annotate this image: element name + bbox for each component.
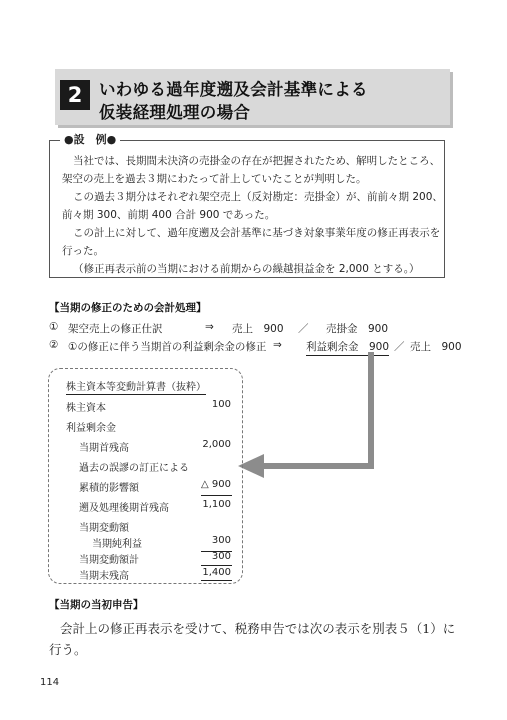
statement-row-amount: 100 bbox=[211, 399, 231, 410]
initial-filing-heading: 【当期の当初申告】 bbox=[49, 599, 144, 611]
statement-row-label: 累積的影響額 bbox=[79, 483, 139, 494]
item2-number: ② bbox=[49, 339, 59, 351]
item2-arrow-icon: ⇒ bbox=[273, 339, 282, 351]
example-line: 架空の売上を過去３期にわたって計上していたことが判明した。 bbox=[62, 173, 367, 185]
statement-row-label: 当期首残高 bbox=[79, 443, 129, 454]
statement-row-label: 遡及処理後期首残高 bbox=[79, 503, 169, 514]
example-line: 行った。 bbox=[62, 245, 104, 257]
item1-slash: ／ bbox=[298, 323, 309, 335]
section-title-line2: 仮装経理処理の場合 bbox=[99, 103, 251, 122]
item1-debit: 売上 900 bbox=[232, 323, 284, 335]
statement-row-amount: △ 900 bbox=[201, 479, 231, 490]
example-line: この計上に対して、過年度遡及会計基準に基づき対象事業年度の修正再表示を bbox=[73, 227, 441, 239]
example-line: 前々期 300、前期 400 合計 900 であった。 bbox=[62, 209, 276, 221]
initial-filing-line2: 行う。 bbox=[49, 642, 87, 657]
item2-slash: ／ bbox=[394, 341, 405, 353]
example-line: （修正再表示前の当期における前期からの繰越損益金を 2,000 とする。） bbox=[73, 263, 420, 275]
item1-arrow-icon: ⇒ bbox=[205, 321, 214, 333]
statement-row-label: 利益剰余金 bbox=[66, 423, 116, 434]
statement-row-amount: 300 bbox=[211, 551, 231, 562]
item1-description: 架空売上の修正仕訳 bbox=[68, 323, 163, 335]
statement-row-amount: 1,400 bbox=[202, 567, 231, 578]
example-label: ●設 例● bbox=[60, 131, 120, 147]
item2-debit: 利益剰余金 900 bbox=[306, 339, 389, 356]
example-line: この過去３期分はそれぞれ架空売上（反対勘定：売掛金）が、前前々期 200、 bbox=[73, 191, 443, 203]
statement-row-amount: 1,100 bbox=[202, 499, 231, 510]
statement-row-label: 当期純利益 bbox=[92, 539, 142, 550]
initial-filing-line1: 会計上の修正再表示を受けて、税務申告では次の表示を別表５（1）に bbox=[60, 621, 456, 636]
statement-row-amount: 2,000 bbox=[202, 439, 231, 450]
underline-divider bbox=[201, 495, 232, 496]
statement-row-label: 株主資本 bbox=[66, 403, 106, 414]
statement-row-label: 過去の誤謬の訂正による bbox=[79, 463, 189, 474]
item2-credit: 売上 900 bbox=[410, 341, 462, 353]
underline-divider bbox=[201, 580, 232, 581]
item1-number: ① bbox=[49, 321, 59, 333]
example-line: 当社では、長期間未決済の売掛金の存在が把握されたため、解明したところ、 bbox=[73, 155, 441, 167]
example-box bbox=[49, 140, 445, 278]
underline-divider bbox=[201, 565, 232, 566]
page-number: 114 bbox=[40, 677, 60, 688]
item2-description: ①の修正に伴う当期首の利益剰余金の修正 bbox=[68, 341, 267, 353]
statement-row-label: 当期変動額計 bbox=[79, 555, 139, 566]
section-header bbox=[55, 69, 450, 125]
section-number-badge: 2 bbox=[60, 80, 90, 110]
statement-row-label: 当期変動額 bbox=[79, 523, 129, 534]
statement-row-label: 当期末残高 bbox=[79, 571, 129, 582]
arrow-connector-icon bbox=[230, 350, 380, 480]
statement-title: 株主資本等変動計算書（抜粋） bbox=[66, 378, 206, 395]
section-title-line1: いわゆる過年度遡及会計基準による bbox=[99, 80, 368, 99]
correction-heading: 【当期の修正のための会計処理】 bbox=[49, 302, 207, 314]
item1-credit: 売掛金 900 bbox=[326, 323, 389, 335]
statement-row-amount: 300 bbox=[211, 535, 231, 546]
